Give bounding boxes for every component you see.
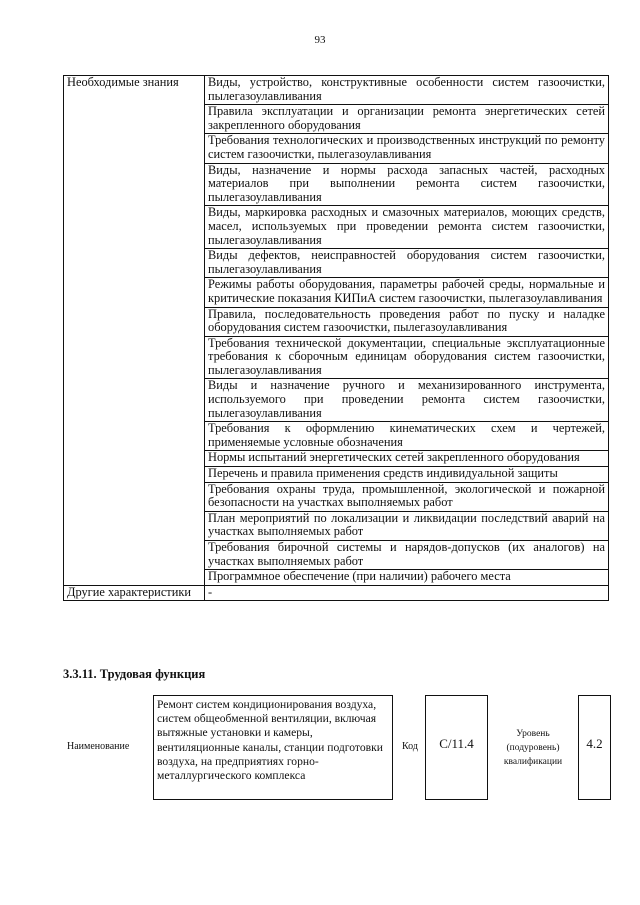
knowledge-item: Программное обеспечение (при наличии) рабочего места xyxy=(205,570,609,586)
knowledge-item: Виды, устройство, конструктивные особенности систем газоочистки, пылегазоулавливания xyxy=(205,76,609,105)
knowledge-item: Нормы испытаний энергетических сетей закрепленного оборудования xyxy=(205,451,609,467)
knowledge-item: Требования к оформлению кинематических схем и чертежей, применяемые условные обозначения xyxy=(205,422,609,451)
knowledge-item: Требования технологических и производственных инструкций по ремонту систем газоочистки, пылегазоулавливания xyxy=(205,134,609,163)
table-row xyxy=(64,585,609,601)
knowledge-item: Правила эксплуатации и организации ремонта энергетических сетей закрепленного оборудования xyxy=(205,105,609,134)
code-label: Код xyxy=(402,741,418,752)
knowledge-item: Режимы работы оборудования, параметры рабочей среды, нормальные и критические показания КИПиА систем газоочистки, пылегазоулавливания xyxy=(205,278,609,307)
knowledge-table xyxy=(63,75,609,601)
knowledge-item: Перечень и правила применения средств индивидуальной защиты xyxy=(205,467,609,483)
section-title: 3.3.11. Трудовая функция xyxy=(63,667,206,681)
knowledge-item: Виды и назначение ручного и механизированного инструмента, используемого при проведении ремонта систем газоочистки, пылегазоулавливания xyxy=(205,379,609,422)
knowledge-item: Требования технической документации, специальные эксплуатационные требования к сборочным единицам оборудования систем газоочистки, пылегазоулавливания xyxy=(205,336,609,379)
knowledge-item: План мероприятий по локализации и ликвидации последствий аварий на участках выполняемых работ xyxy=(205,511,609,540)
page-number: 93 xyxy=(314,34,326,46)
knowledge-label: Необходимые знания xyxy=(64,76,205,586)
qualification-level-label: Уровень (подуровень) квалификации xyxy=(503,729,563,767)
knowledge-item: Требования охраны труда, промышленной, экологической и пожарной безопасности на участках выполняемых работ xyxy=(205,482,609,511)
knowledge-item: Требования бирочной системы и нарядов-допусков (их аналогов) на участках выполняемых работ xyxy=(205,541,609,570)
qualification-level-value: 4.2 xyxy=(578,695,611,800)
knowledge-item: Виды дефектов, неисправностей оборудования систем газоочистки, пылегазоулавливания xyxy=(205,249,609,278)
other-characteristics-label: Другие характеристики xyxy=(64,585,205,601)
table-row xyxy=(64,76,609,105)
code-value: C/11.4 xyxy=(425,695,488,800)
other-characteristics-value: - xyxy=(205,585,609,601)
knowledge-item: Правила, последовательность проведения работ по пуску и наладке оборудования систем газоочистки, пылегазоулавливания xyxy=(205,307,609,336)
name-label: Наименование xyxy=(67,741,130,752)
function-name-value: Ремонт систем кондиционирования воздуха, систем общеобменной вентиляции, включая вытяжные установки и камеры, вентиляционные каналы, станции подготовки воздуха, на предприятиях горно-металлургического комплекса xyxy=(153,695,393,800)
knowledge-item: Виды, маркировка расходных и смазочных материалов, моющих средств, масел, используемых при проведении ремонта систем газоочистки, пылегазоулавливания xyxy=(205,206,609,249)
knowledge-item: Виды, назначение и нормы расхода запасных частей, расходных материалов при выполнении ремонта систем газоочистки, пылегазоулавливания xyxy=(205,163,609,206)
